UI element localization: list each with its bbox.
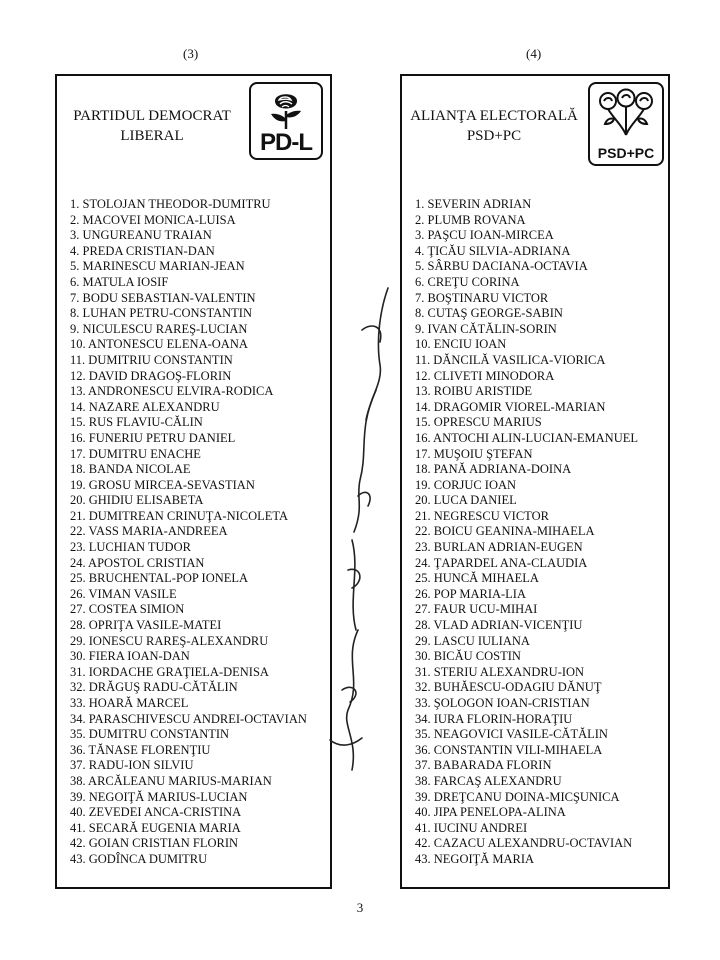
candidate-item: 24. APOSTOL CRISTIAN — [70, 555, 205, 570]
candidate-item: 8. CUTAŞ GEORGE-SABIN — [415, 306, 563, 321]
candidate-item: 40. ZEVEDEI ANCA-CRISTINA — [70, 805, 242, 820]
pdl-logo-text: PD-L — [260, 129, 312, 156]
candidate-item: 14. NAZARE ALEXANDRU — [70, 399, 220, 414]
candidate-item: 1. STOLOJAN THEODOR-DUMITRU — [70, 197, 271, 211]
candidate-item: 41. SECARĂ EUGENIA MARIA — [70, 820, 241, 835]
candidate-item: 1. SEVERIN ADRIAN — [415, 197, 532, 211]
candidate-item: 4. ŢICĂU SILVIA-ADRIANA — [415, 243, 571, 258]
candidate-item: 16. FUNERIU PETRU DANIEL — [70, 430, 236, 445]
candidate-item: 12. DAVID DRAGOŞ-FLORIN — [70, 368, 232, 383]
candidate-item: 7. BODU SEBASTIAN-VALENTIN — [70, 290, 256, 305]
candidate-item: 37. BABARADA FLORIN — [415, 758, 552, 773]
candidate-item: 8. LUHAN PETRU-CONSTANTIN — [70, 306, 252, 321]
candidate-item: 22. BOICU GEANINA-MIHAELA — [415, 524, 595, 539]
candidate-item: 16. ANTOCHI ALIN-LUCIAN-EMANUEL — [415, 430, 639, 445]
candidate-item: 27. COSTEA SIMION — [70, 602, 185, 617]
rose-icon — [253, 87, 319, 131]
candidate-item: 32. BUHĂESCU-ODAGIU DĂNUŢ — [415, 680, 602, 695]
candidate-item: 9. IVAN CĂTĂLIN-SORIN — [415, 321, 557, 336]
candidate-item: 25. BRUCHENTAL-POP IONELA — [70, 571, 249, 586]
candidate-item: 17. MUŞOIU ŞTEFAN — [415, 446, 533, 461]
candidate-item: 33. HOARĂ MARCEL — [70, 696, 189, 710]
candidate-item: 30. FIERA IOAN-DAN — [70, 649, 190, 664]
candidate-item: 3. PAŞCU IOAN-MIRCEA — [415, 228, 554, 243]
candidate-item: 3. UNGUREANU TRAIAN — [70, 228, 212, 243]
candidate-item: 6. CREŢU CORINA — [415, 274, 520, 289]
candidate-item: 42. CAZACU ALEXANDRU-OCTAVIAN — [415, 836, 633, 851]
candidate-item: 27. FAUR UCU-MIHAI — [415, 602, 538, 617]
candidate-item: 30. BICĂU COSTIN — [415, 649, 521, 664]
party-name-pdl — [63, 106, 241, 146]
handwritten-signature-icon — [318, 270, 414, 790]
candidate-item: 40. JIPA PENELOPA-ALINA — [415, 805, 566, 820]
candidate-list-pdl — [70, 197, 307, 868]
candidate-item: 21. NEGRESCU VICTOR — [415, 508, 549, 523]
three-roses-icon — [592, 87, 660, 139]
candidate-item: 26. VIMAN VASILE — [70, 586, 177, 601]
candidate-item: 11. DĂNCILĂ VASILICA-VIORICA — [415, 352, 606, 367]
candidate-item: 4. PREDA CRISTIAN-DAN — [70, 243, 215, 258]
candidate-item: 13. ROIBU ARISTIDE — [415, 384, 533, 399]
candidate-item: 15. RUS FLAVIU-CĂLIN — [70, 415, 203, 430]
party-name-psd-pc — [404, 106, 584, 146]
candidate-item: 25. HUNCĂ MIHAELA — [415, 571, 539, 586]
candidate-list-psd-pc — [415, 197, 638, 868]
party-panel-pdl — [55, 74, 332, 889]
candidate-item: 12. CLIVETI MINODORA — [415, 368, 555, 383]
candidate-item: 2. MACOVEI MONICA-LUISA — [70, 212, 236, 227]
candidate-item: 28. OPRIŢA VASILE-MATEI — [70, 618, 222, 633]
party-name-line-2: LIBERAL — [120, 128, 184, 144]
candidate-item: 41. IUCINU ANDREI — [415, 820, 528, 835]
pdl-logo — [249, 82, 323, 160]
psd-pc-logo — [588, 82, 664, 166]
candidate-item: 21. DUMITREAN CRINUŢA-NICOLETA — [70, 508, 289, 523]
candidate-item: 11. DUMITRIU CONSTANTIN — [70, 352, 233, 367]
candidate-item: 29. IONESCU RAREŞ-ALEXANDRU — [70, 633, 269, 648]
candidate-item: 26. POP MARIA-LIA — [415, 586, 526, 601]
candidate-item: 2. PLUMB ROVANA — [415, 212, 526, 227]
candidate-item: 34. PARASCHIVESCU ANDREI-OCTAVIAN — [70, 711, 307, 726]
candidate-item: 18. BANDA NICOLAE — [70, 462, 191, 477]
party-panel-psd-pc — [400, 74, 670, 889]
candidate-item: 43. NEGOIŢĂ MARIA — [415, 851, 535, 866]
candidate-item: 6. MATULA IOSIF — [70, 274, 169, 289]
candidate-item: 34. IURA FLORIN-HORAŢIU — [415, 711, 573, 726]
candidate-item: 43. GODÎNCA DUMITRU — [70, 851, 208, 866]
candidate-item: 14. DRAGOMIR VIOREL-MARIAN — [415, 399, 606, 414]
candidate-item: 20. LUCA DANIEL — [415, 493, 517, 508]
candidate-item: 18. PANĂ ADRIANA-DOINA — [415, 462, 572, 477]
candidate-item: 32. DRĂGUŞ RADU-CĂTĂLIN — [70, 680, 238, 695]
candidate-item: 33. ŞOLOGON IOAN-CRISTIAN — [415, 696, 590, 710]
page-number: 3 — [356, 900, 364, 915]
candidate-item: 22. VASS MARIA-ANDREEA — [70, 524, 228, 539]
candidate-item: 23. LUCHIAN TUDOR — [70, 540, 191, 555]
candidate-item: 36. CONSTANTIN VILI-MIHAELA — [415, 742, 603, 757]
candidate-item: 9. NICULESCU RAREŞ-LUCIAN — [70, 321, 248, 336]
candidate-item: 38. FARCAŞ ALEXANDRU — [415, 773, 562, 788]
party-name-line-1: ALIANŢA ELECTORALĂ — [410, 108, 578, 124]
candidate-item: 42. GOIAN CRISTIAN FLORIN — [70, 836, 239, 851]
candidate-item: 7. BOŞTINARU VICTOR — [415, 290, 549, 305]
column-number-right: (4) — [526, 46, 542, 61]
candidate-item: 15. OPRESCU MARIUS — [415, 415, 542, 430]
party-name-line-1: PARTIDUL DEMOCRAT — [73, 108, 231, 124]
candidate-item: 37. RADU-ION SILVIU — [70, 758, 194, 773]
candidate-item: 24. ŢAPARDEL ANA-CLAUDIA — [415, 555, 588, 570]
candidate-item: 19. CORJUC IOAN — [415, 477, 517, 492]
candidate-item: 35. NEAGOVICI VASILE-CĂTĂLIN — [415, 727, 608, 742]
party-name-line-2: PSD+PC — [466, 128, 522, 144]
candidate-item: 28. VLAD ADRIAN-VICENŢIU — [415, 618, 583, 633]
candidate-item: 35. DUMITRU CONSTANTIN — [70, 727, 230, 742]
candidate-item: 31. STERIU ALEXANDRU-ION — [415, 664, 585, 679]
candidate-item: 17. DUMITRU ENACHE — [70, 446, 201, 461]
candidate-item: 13. ANDRONESCU ELVIRA-RODICA — [70, 384, 274, 399]
candidate-item: 20. GHIDIU ELISABETA — [70, 493, 204, 508]
candidate-item: 29. LASCU IULIANA — [415, 633, 530, 648]
candidate-item: 23. BURLAN ADRIAN-EUGEN — [415, 540, 583, 555]
candidate-item: 36. TĂNASE FLORENŢIU — [70, 742, 211, 757]
candidate-item: 10. ENCIU IOAN — [415, 337, 507, 352]
candidate-item: 31. IORDACHE GRAŢIELA-DENISA — [70, 664, 269, 679]
candidate-item: 38. ARCĂLEANU MARIUS-MARIAN — [70, 773, 272, 788]
candidate-item: 19. GROSU MIRCEA-SEVASTIAN — [70, 477, 255, 492]
candidate-item: 5. MARINESCU MARIAN-JEAN — [70, 259, 245, 274]
column-number-left: (3) — [183, 46, 199, 61]
candidate-item: 39. NEGOIŢĂ MARIUS-LUCIAN — [70, 789, 248, 804]
candidate-item: 10. ANTONESCU ELENA-OANA — [70, 337, 248, 352]
psd-pc-logo-text: PSD+PC — [597, 145, 655, 161]
candidate-item: 39. DREŢCANU DOINA-MICŞUNICA — [415, 789, 620, 804]
candidate-item: 5. SÂRBU DACIANA-OCTAVIA — [415, 259, 588, 274]
